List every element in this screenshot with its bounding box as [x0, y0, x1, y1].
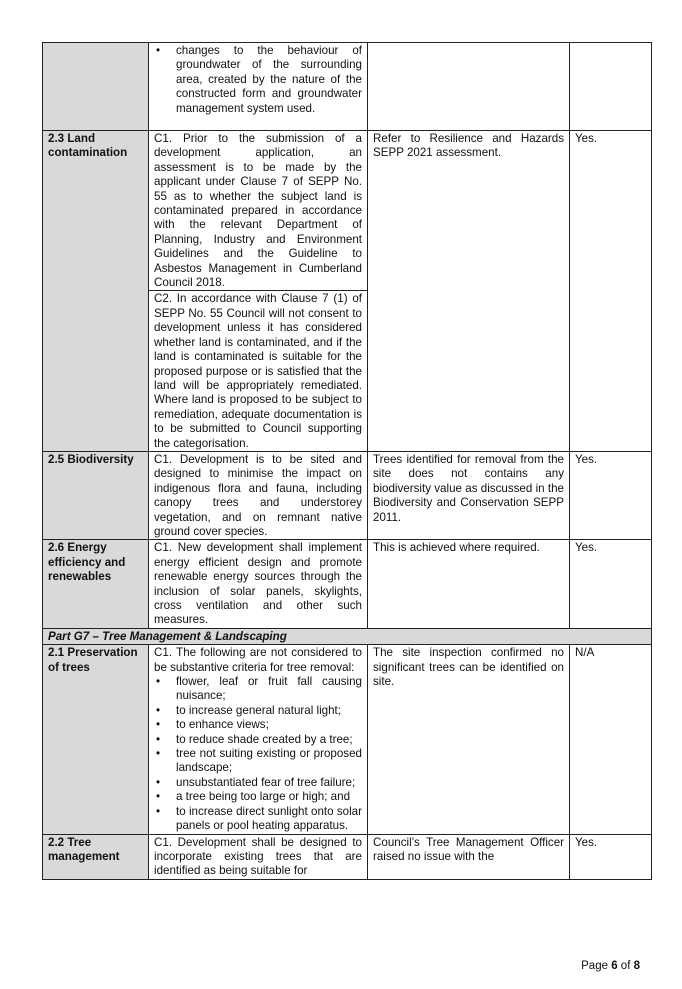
- page-number: [581, 960, 640, 972]
- complies-cell: Yes.: [570, 540, 652, 628]
- page-prefix: Page: [581, 960, 608, 972]
- comment-cell: Refer to Resilience and Hazards SEPP 2021 assessment.: [368, 131, 570, 452]
- control-cell: [149, 131, 368, 452]
- control-text: C1. Prior to the submission of a development application, an assessment is to be made by the applicant under Clause 7 of SEPP No. 55 as to whether the subject land is contaminated prepared in accordance with the relevant Department of Planning, Industry and Environment Guidelines and the Guideline to Asbestos Management in Cumberland Council 2018.: [154, 132, 362, 290]
- table-row: [43, 645, 652, 834]
- table-row: [43, 540, 652, 628]
- section-row: [43, 628, 652, 644]
- page-total: 8: [633, 960, 640, 972]
- complies-cell: Yes.: [570, 131, 652, 452]
- bullet-list: [154, 675, 362, 833]
- page-current: 6: [611, 960, 618, 972]
- list-item: • to reduce shade created by a tree;: [154, 733, 362, 747]
- list-item: • tree not suiting existing or proposed landscape;: [154, 747, 362, 776]
- control-cell: [149, 43, 368, 131]
- comment-cell: Trees identified for removal from the site does not contains any biodiversity value as discussed in the Biodiversity and Conservation SEPP 2011.: [368, 451, 570, 539]
- list-item: • unsubstantiated fear of tree failure;: [154, 776, 362, 790]
- heading-cell: 2.2 Tree management: [43, 834, 149, 879]
- complies-cell: N/A: [570, 645, 652, 834]
- control-cell: [149, 645, 368, 834]
- list-item: • flower, leaf or fruit fall causing nuisance;: [154, 675, 362, 704]
- heading-cell: 2.5 Biodiversity: [43, 451, 149, 539]
- complies-cell: Yes.: [570, 451, 652, 539]
- compliance-table: [42, 42, 652, 880]
- table-row: [43, 834, 652, 879]
- control-cell: C1. Development is to be sited and designed to minimise the impact on indigenous flora and fauna, including canopy trees and understorey vegetation, and on remnant native ground cover species.: [149, 451, 368, 539]
- list-item: • changes to the behaviour of groundwater of the surrounding area, created by the nature of the constructed form and groundwater management system used.: [154, 44, 362, 116]
- bullet-list: [154, 44, 362, 116]
- page-of: of: [620, 960, 631, 972]
- table-row: [43, 131, 652, 452]
- list-item: • to increase direct sunlight onto solar panels or pool heating apparatus.: [154, 805, 362, 834]
- complies-cell: Yes.: [570, 834, 652, 879]
- table-row: [43, 451, 652, 539]
- control-text: C1. The following are not considered to be substantive criteria for tree removal:: [154, 646, 362, 674]
- comment-cell: This is achieved where required.: [368, 540, 570, 628]
- control-cell: C1. New development shall implement energy efficient design and promote renewable energy sources through the inclusion of solar panels, skylights, cross ventilation and other such measures.: [149, 540, 368, 628]
- list-item: • a tree being too large or high; and: [154, 790, 362, 804]
- comment-cell: The site inspection confirmed no significant trees can be identified on site.: [368, 645, 570, 834]
- table-row: [43, 43, 652, 131]
- complies-cell: [570, 43, 652, 131]
- comment-cell: [368, 43, 570, 131]
- heading-cell: 2.1 Preservation of trees: [43, 645, 149, 834]
- list-item: • to enhance views;: [154, 718, 362, 732]
- heading-cell: 2.6 Energy efficiency and renewables: [43, 540, 149, 628]
- control-text: C2. In accordance with Clause 7 (1) of SEPP No. 55 Council will not consent to development unless it has considered whether land is contaminated, and if the land is contaminated is suitable for the proposed purpose or is satisfied that the land will be appropriately remediated. Where land is proposed to be subject to remediation, adequate documentation is to be submitted to Council supporting the categorisation.: [149, 290, 367, 450]
- section-heading: Part G7 – Tree Management & Landscaping: [43, 628, 652, 644]
- control-cell: C1. Development shall be designed to incorporate existing trees that are identified as being suitable for: [149, 834, 368, 879]
- heading-cell: [43, 43, 149, 131]
- heading-cell: 2.3 Land contamination: [43, 131, 149, 452]
- list-item: • to increase general natural light;: [154, 704, 362, 718]
- comment-cell: Council’s Tree Management Officer raised no issue with the: [368, 834, 570, 879]
